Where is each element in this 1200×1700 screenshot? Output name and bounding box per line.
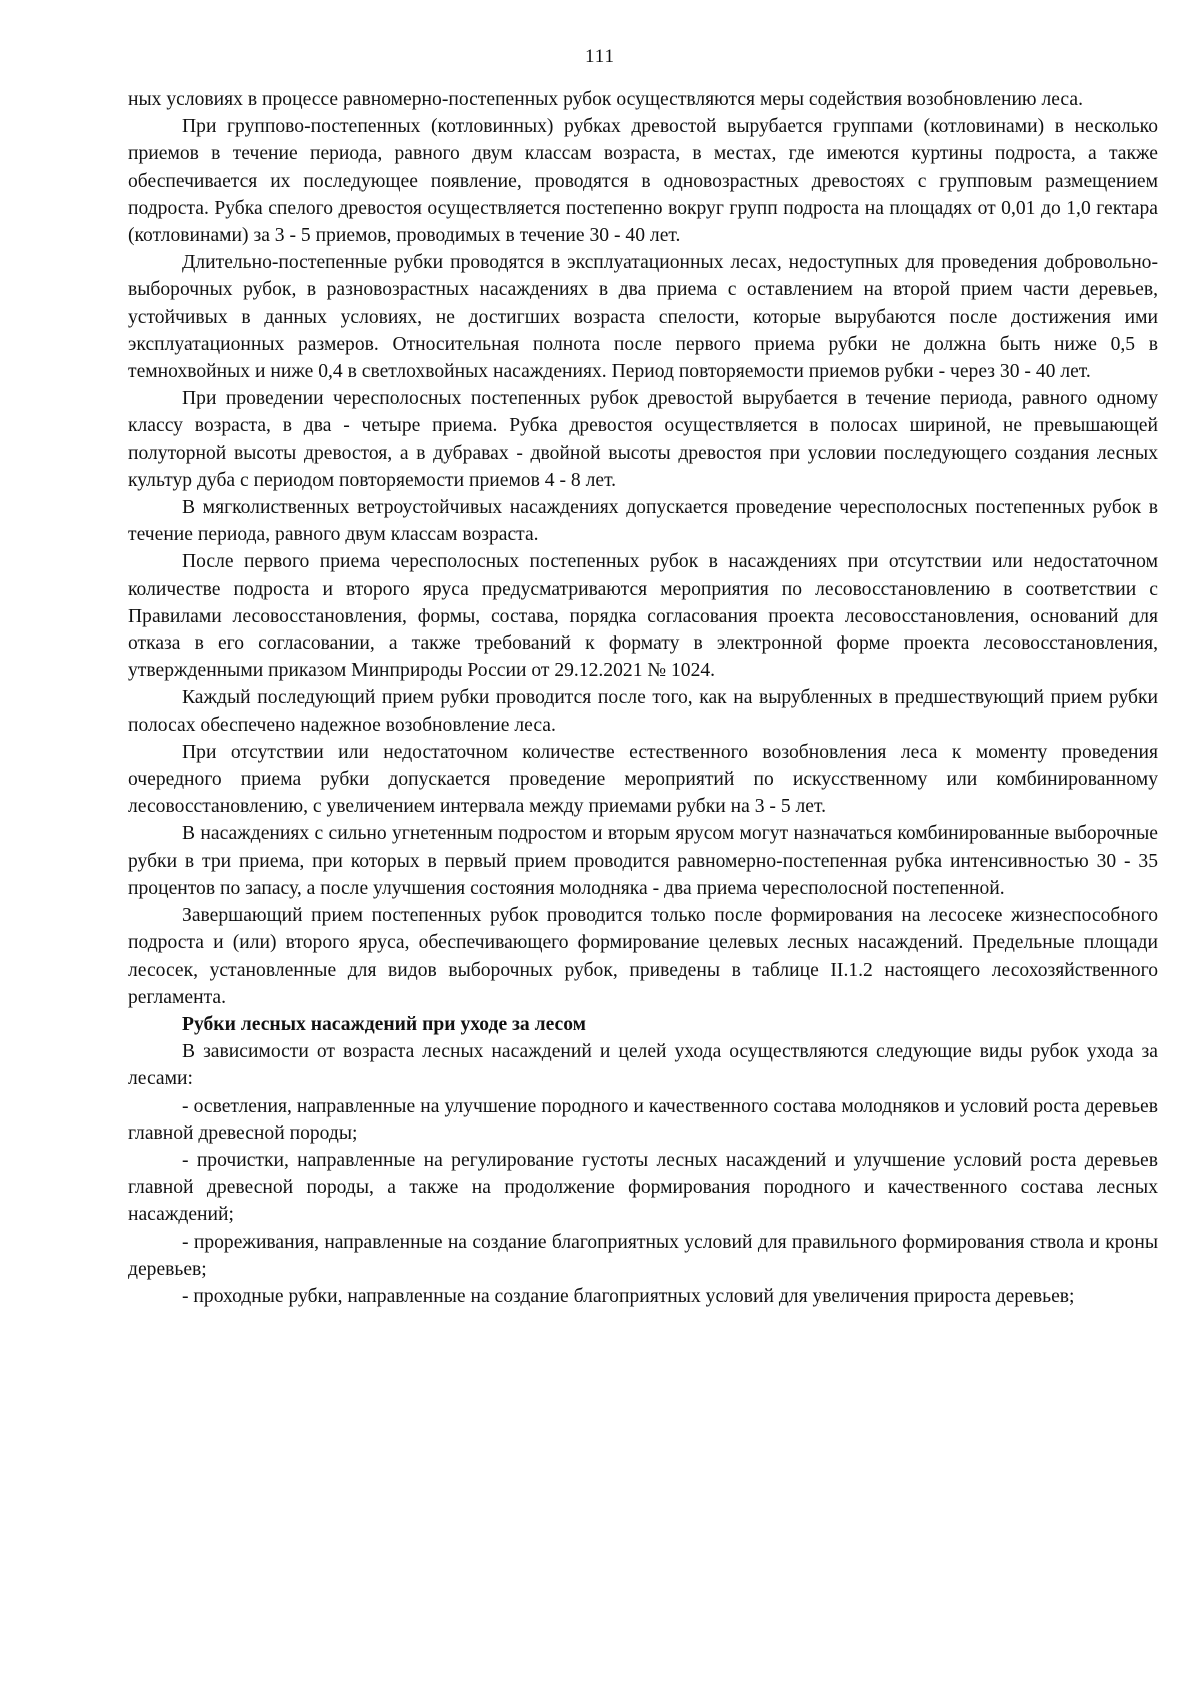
paragraph: ных условиях в процессе равномерно-постепенных рубок осуществляются меры содействия возобновлению леса. — [128, 89, 1083, 110]
list-item: - проходные рубки, направленные на создание благоприятных условий для увеличения прироста деревьев; — [182, 1285, 1075, 1307]
list-item: - прореживания, направленные на создание благоприятных условий для правильного формирования ствола и кроны деревьев; — [128, 1231, 1158, 1280]
paragraph: При проведении чересполосных постепенных рубок древостой вырубается в течение периода, равного одному классу возраста, в два - четыре приема. Рубка древостоя осуществляется в полосах шириной, не превышающей полуторной высоты древостоя, а в дубравах - двойной высоты древостоя при условии последующего создания лесных культур дуба с периодом повторяемости приемов 4 - 8 лет. — [128, 388, 1158, 491]
list-item: - прочистки, направленные на регулирование густоты лесных насаждений и улучшение условий роста деревьев главной древесной породы, а также на продолжение формирования породного и качественного состава лесных насаждений; — [128, 1149, 1158, 1226]
document-body — [128, 86, 1158, 1310]
paragraph: При отсутствии или недостаточном количестве естественного возобновления леса к моменту проведения очередного приема рубки допускается проведение мероприятий по искусственному или комбинированному лесовосстановлению, с увеличением интервала между приемами рубки на 3 - 5 лет. — [128, 741, 1158, 818]
paragraph: Каждый последующий прием рубки проводится после того, как на вырубленных в предшествующий прием рубки полосах обеспечено надежное возобновление леса. — [128, 687, 1158, 736]
section-heading: Рубки лесных насаждений при уходе за лесом — [182, 1013, 587, 1035]
section-intro: В зависимости от возраста лесных насаждений и целей ухода осуществляются следующие виды рубок ухода за лесами: — [128, 1041, 1158, 1090]
list-item: - осветления, направленные на улучшение породного и качественного состава молодняков и условий роста деревьев главной древесной породы; — [128, 1095, 1158, 1144]
paragraph: При группово-постепенных (котловинных) рубках древостой вырубается группами (котловинами) в несколько приемов в течение периода, равного двум классам возраста, в местах, где имеются куртины подроста, а также обеспечивается их последующее появление, проводятся в одновозрастных древостоях с групповым размещением подроста. Рубка спелого древостоя осуществляется постепенно вокруг групп подроста на площадях от 0,01 до 1,0 гектара (котловинами) за 3 - 5 приемов, проводимых в течение 30 - 40 лет. — [128, 116, 1158, 247]
page-number: 111 — [584, 46, 616, 67]
paragraph: После первого приема чересполосных постепенных рубок в насаждениях при отсутствии или недостаточном количестве подроста и второго яруса предусматриваются мероприятия по лесовосстановлению в соответствии с Правилами лесовосстановления, формы, состава, порядка согласования проекта лесовосстановления, оснований для отказа в его согласовании, а также требований к формату в электронной форме проекта лесовосстановления, утвержденными приказом Минприроды России от 29.12.2021 № 1024. — [128, 551, 1158, 682]
paragraph: В мягколиственных ветроустойчивых насаждениях допускается проведение чересполосных постепенных рубок в течение периода, равного двум классам возраста. — [128, 497, 1158, 546]
paragraph: В насаждениях с сильно угнетенным подростом и вторым ярусом могут назначаться комбинированные выборочные рубки в три приема, при которых в первый прием проводится равномерно-постепенная рубка интенсивностью 30 - 35 процентов по запасу, а после улучшения состояния молодняка - два приема чересполосной постепенной. — [128, 823, 1158, 899]
paragraph: Завершающий прием постепенных рубок проводится только после формирования на лесосеке жизнеспособного подроста и (или) второго яруса, обеспечивающего формирование целевых лесных насаждений. Предельные площади лесосек, установленные для видов выборочных рубок, приведены в таблице II.1.2 настоящего лесохозяйственного регламента. — [128, 905, 1158, 1008]
paragraph: Длительно-постепенные рубки проводятся в эксплуатационных лесах, недоступных для проведения добровольно-выборочных рубок, в разновозрастных насаждениях в два приема с оставлением на второй прием части деревьев, устойчивых в данных условиях, не достигших возраста спелости, которые вырубаются после достижения ими эксплуатационных размеров. Относительная полнота после первого приема рубки не должна быть ниже 0,5 в темнохвойных и ниже 0,4 в светлохвойных насаждениях. Период повторяемости приемов рубки - через 30 - 40 лет. — [128, 252, 1158, 383]
